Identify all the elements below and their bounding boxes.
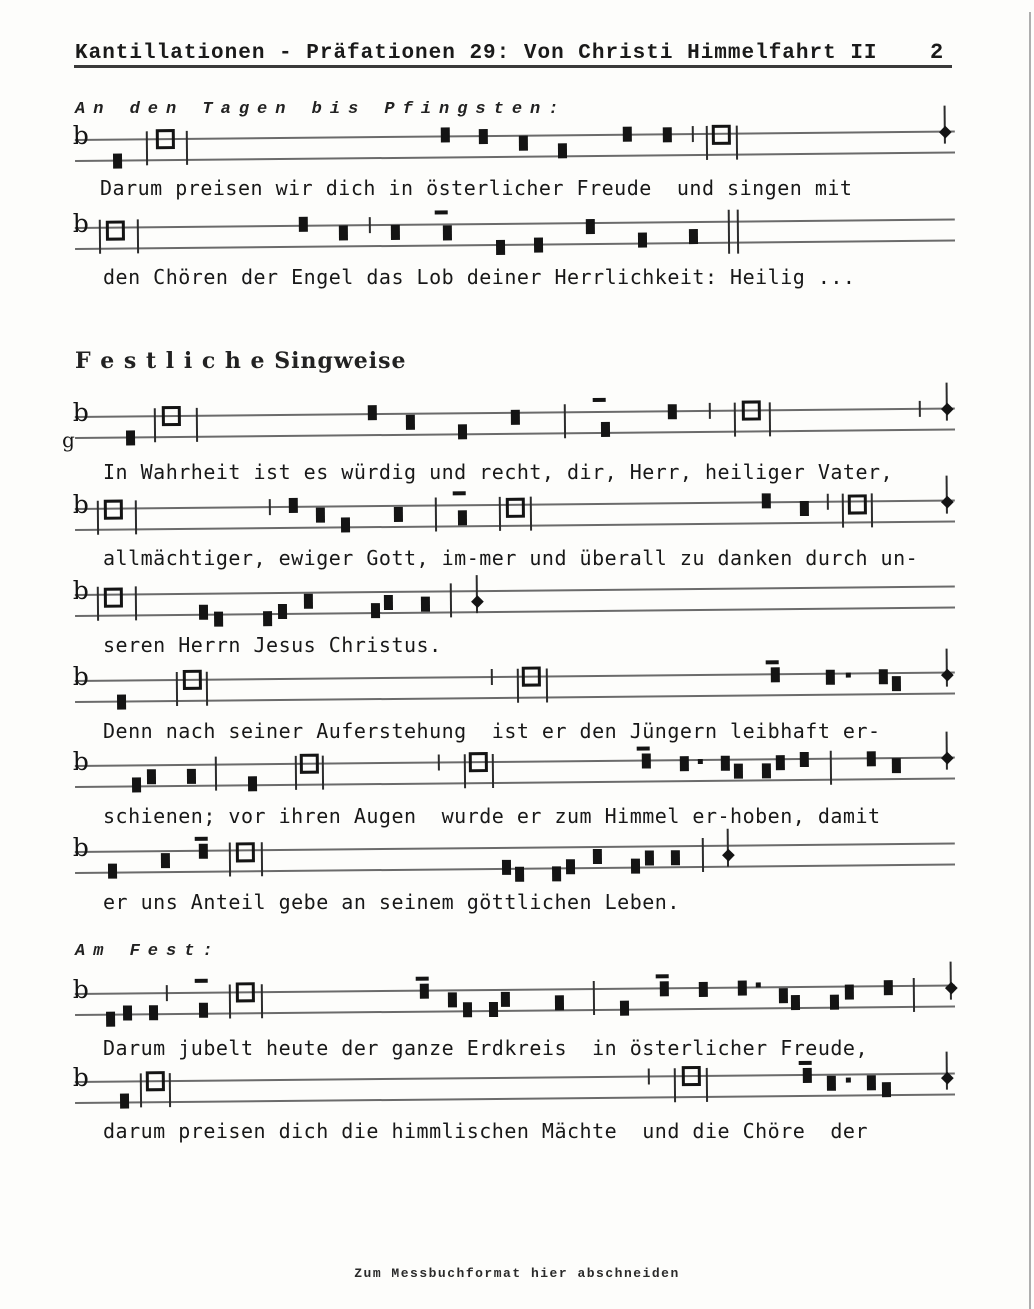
header-rule: [74, 65, 952, 68]
staff-line-top: [75, 985, 955, 995]
staff-line-bottom: [75, 521, 955, 531]
barline: [913, 978, 915, 1012]
barline: [564, 404, 566, 438]
episema-dash: [415, 977, 428, 981]
neume-note: [733, 763, 742, 778]
neume-note: [829, 994, 838, 1009]
barline: [229, 843, 231, 877]
staff-line-top: [75, 131, 955, 141]
neume-note: [122, 1005, 131, 1020]
neume-note: [662, 127, 671, 142]
neume-note: [405, 414, 414, 429]
neume-note: [637, 232, 646, 247]
quarter-barline-tick: [692, 126, 694, 142]
neume-note: [457, 510, 466, 525]
augmentation-dot: [845, 672, 850, 677]
neume-note: [288, 497, 297, 512]
neume-note: [186, 768, 195, 783]
scan-edge-artifact: [1029, 12, 1031, 1309]
recitation-note-box: [299, 754, 318, 774]
neume-note: [277, 603, 286, 618]
neume-note: [881, 1082, 890, 1097]
neume-note: [383, 594, 392, 609]
staff-7: [72, 746, 955, 810]
barline: [499, 497, 501, 531]
barline: [322, 756, 324, 790]
neume-note: [518, 135, 527, 150]
quarter-barline-tick: [709, 403, 711, 419]
augmentation-dot: [845, 1077, 850, 1082]
staff-line-top: [75, 1073, 955, 1083]
custos-diamond: [722, 848, 735, 861]
flat-sign: b: [72, 974, 89, 1005]
neume-note: [775, 755, 784, 770]
page-title: Kantillationen - Präfationen 29: Von Christi Himmelfahrt II: [75, 42, 878, 65]
lyric-line-5: seren Herrn Jesus Christus.: [103, 633, 442, 657]
quarter-barline-tick: [269, 499, 271, 515]
barline: [97, 587, 99, 621]
neume-note: [303, 593, 312, 608]
staff-line-bottom: [75, 240, 955, 250]
staff-line-top: [75, 219, 955, 229]
quarter-barline-tick: [166, 985, 168, 1001]
neume-note: [641, 753, 650, 768]
neume-note: [420, 596, 429, 611]
neume-note: [515, 866, 524, 881]
flat-sign: b: [72, 120, 89, 151]
neume-note: [107, 863, 116, 878]
flat-sign: b: [72, 397, 89, 428]
barline: [186, 131, 188, 165]
barline: [146, 131, 148, 165]
neume-note: [131, 777, 140, 792]
episema-dash: [592, 398, 605, 402]
flat-sign: b: [72, 1062, 89, 1093]
neume-note: [462, 1002, 471, 1017]
barline: [140, 1073, 142, 1107]
neume-note: [495, 239, 504, 254]
neume-note: [367, 405, 376, 420]
barline: [450, 583, 452, 617]
neume-note: [552, 866, 561, 881]
quarter-barline-tick: [919, 401, 921, 417]
staff-line-bottom: [75, 152, 955, 162]
neume-note: [600, 421, 609, 436]
flat-sign: b: [72, 661, 89, 692]
barline: [135, 500, 137, 534]
neume-note: [500, 991, 509, 1006]
recitation-note-box: [468, 752, 487, 772]
episema-dash: [636, 746, 649, 750]
staff-line-bottom: [75, 778, 955, 788]
staff-9: [72, 974, 955, 1038]
neume-note: [198, 1002, 207, 1017]
barline: [736, 126, 738, 160]
barline: [769, 402, 771, 436]
barline: [706, 1068, 708, 1102]
neume-note: [565, 859, 574, 874]
neume-note: [622, 126, 631, 141]
episema-dash: [194, 837, 207, 841]
recitation-note-box: [681, 1066, 700, 1086]
neume-note: [891, 676, 900, 691]
barline: [135, 586, 137, 620]
recitation-note-box: [235, 842, 254, 862]
neume-note: [866, 1075, 875, 1090]
staff-6: [72, 661, 955, 725]
page-number: 2: [930, 40, 944, 65]
staff-line-bottom: [75, 429, 955, 439]
lyric-line-9: Darum jubelt heute der ganze Erdkreis in österlicher Freude,: [103, 1036, 869, 1060]
episema-dash: [798, 1061, 811, 1065]
neume-note: [799, 751, 808, 766]
neume-note: [457, 424, 466, 439]
neume-note: [630, 858, 639, 873]
custos-diamond: [940, 402, 953, 415]
custos-diamond: [940, 495, 953, 508]
staff-8: [72, 832, 955, 896]
neume-note: [440, 127, 449, 142]
neume-note: [447, 992, 456, 1007]
neume-note: [298, 216, 307, 231]
recitation-note-box: [103, 500, 122, 520]
barline: [229, 985, 231, 1019]
neume-note: [338, 225, 347, 240]
neume-note: [698, 981, 707, 996]
flat-sign: b: [72, 489, 89, 520]
section-label-3: Am Fest:: [75, 942, 221, 961]
episema-dash: [194, 979, 207, 983]
neume-note: [679, 756, 688, 771]
barline: [295, 756, 297, 790]
barline: [830, 751, 832, 785]
neume-note: [533, 237, 542, 252]
custos-diamond: [940, 668, 953, 681]
episema-dash: [655, 974, 668, 978]
barline: [734, 403, 736, 437]
augmentation-dot: [697, 758, 702, 763]
recitation-note-box: [155, 129, 174, 149]
barline: [546, 668, 548, 702]
barline: [261, 842, 263, 876]
section-label-2: F e s t l i c h e Singweise: [75, 348, 407, 374]
neume-note: [119, 1093, 128, 1108]
neume-note: [214, 611, 223, 626]
barline: [137, 219, 139, 253]
double-barline: [728, 210, 739, 254]
neume-note: [510, 409, 519, 424]
neume-note: [585, 219, 594, 234]
barline: [261, 984, 263, 1018]
neume-note: [247, 776, 256, 791]
neume-note: [844, 984, 853, 999]
section-label-1: An den Tagen bis Pfingsten:: [75, 100, 567, 119]
neume-note: [799, 500, 808, 515]
recitation-note-box: [741, 400, 760, 420]
staff-10: [72, 1062, 955, 1126]
neume-note: [778, 988, 787, 1003]
neume-note: [112, 153, 121, 168]
episema-dash: [765, 660, 778, 664]
neume-note: [501, 859, 510, 874]
recitation-note-box: [182, 670, 201, 690]
neume-note: [720, 755, 729, 770]
lyric-line-3: In Wahrheit ist es würdig und recht, dir, Herr, heiliger Vater,: [103, 460, 894, 484]
staff-line-bottom: [75, 1094, 955, 1104]
lyric-line-8: er uns Anteil gebe an seinem göttlichen Leben.: [103, 890, 680, 914]
barline: [215, 757, 217, 791]
neume-note: [263, 611, 272, 626]
flat-sign: b: [72, 746, 89, 777]
barline: [871, 493, 873, 527]
neume-note: [488, 1001, 497, 1016]
neume-note: [619, 1000, 628, 1015]
recitation-note-box: [521, 667, 540, 687]
neume-note: [802, 1067, 811, 1082]
flat-sign: b: [72, 575, 89, 606]
neume-note: [737, 980, 746, 995]
flat-sign: b: [72, 208, 89, 239]
neume-note: [116, 694, 125, 709]
neume-note: [393, 506, 402, 521]
barline: [530, 497, 532, 531]
recitation-note-box: [711, 125, 730, 145]
neume-note: [390, 224, 399, 239]
barline: [517, 669, 519, 703]
clef-letter-g: g: [61, 428, 75, 453]
episema-dash: [452, 491, 465, 495]
neume-note: [340, 517, 349, 532]
custos-diamond: [944, 981, 957, 994]
episema-dash: [434, 210, 447, 214]
neume-note: [866, 751, 875, 766]
lyric-line-1: Darum preisen wir dich in österlicher Freude und singen mit: [100, 176, 853, 200]
barline: [206, 672, 208, 706]
barline: [464, 754, 466, 788]
barline: [196, 408, 198, 442]
barline: [176, 672, 178, 706]
neume-note: [106, 1011, 115, 1026]
neume-note: [557, 143, 566, 158]
quarter-barline-tick: [648, 1068, 650, 1084]
neume-note: [825, 669, 834, 684]
barline: [435, 498, 437, 532]
recitation-note-box: [103, 588, 122, 608]
barline: [154, 408, 156, 442]
neume-note: [146, 769, 155, 784]
neume-note: [315, 507, 324, 522]
recitation-note-box: [847, 494, 866, 514]
barline: [593, 981, 595, 1015]
barline: [97, 501, 99, 535]
neume-note: [891, 758, 900, 773]
barline: [99, 220, 101, 254]
neume-note: [790, 995, 799, 1010]
neume-note: [644, 850, 653, 865]
neume-note: [554, 995, 563, 1010]
neume-note: [478, 129, 487, 144]
quarter-barline-tick: [491, 669, 493, 685]
recitation-note-box: [105, 221, 124, 241]
barline: [169, 1073, 171, 1107]
lyric-line-4: allmächtiger, ewiger Gott, im-mer und überall zu danken durch un-: [103, 546, 919, 570]
staff-1: [72, 120, 955, 184]
flat-sign: b: [72, 832, 89, 863]
neume-note: [442, 225, 451, 240]
staff-3: [61, 397, 955, 461]
neume-note: [761, 763, 770, 778]
neume-note: [826, 1075, 835, 1090]
neume-note: [883, 980, 892, 995]
quarter-barline-tick: [827, 494, 829, 510]
neume-note: [198, 604, 207, 619]
recitation-note-box: [505, 498, 524, 518]
custos-diamond: [938, 125, 951, 138]
recitation-note-box: [161, 406, 180, 426]
barline: [702, 838, 704, 872]
recitation-note-box: [235, 982, 254, 1002]
neume-note: [770, 667, 779, 682]
staff-line-top: [75, 757, 955, 767]
quarter-barline-tick: [438, 754, 440, 770]
neume-note: [670, 850, 679, 865]
staff-4: [72, 489, 955, 553]
cut-instruction: Zum Messbuchformat hier abschneiden: [354, 1266, 680, 1281]
custos-diamond: [471, 595, 484, 608]
neume-note: [160, 853, 169, 868]
staff-5: [72, 575, 955, 639]
custos-diamond: [940, 751, 953, 764]
staff-2: [72, 208, 955, 272]
neume-note: [419, 983, 428, 998]
lyric-line-10: darum preisen dich die himmlischen Mächte und die Chöre der: [103, 1119, 869, 1143]
neume-note: [370, 603, 379, 618]
neume-note: [592, 848, 601, 863]
barline: [674, 1068, 676, 1102]
barline: [842, 494, 844, 528]
barline: [492, 754, 494, 788]
neume-note: [198, 843, 207, 858]
neume-note: [878, 669, 887, 684]
neume-note: [688, 229, 697, 244]
neume-note: [659, 981, 668, 996]
neume-note: [667, 404, 676, 419]
barline: [706, 126, 708, 160]
lyric-line-6: Denn nach seiner Auferstehung ist er den Jüngern leibhaft er-: [103, 719, 881, 743]
staff-line-top: [75, 586, 955, 596]
neume-note: [761, 493, 770, 508]
quarter-barline-tick: [369, 217, 371, 233]
lyric-line-7: schienen; vor ihren Augen wurde er zum Himmel er-hoben, damit: [103, 804, 881, 828]
recitation-note-box: [145, 1071, 164, 1091]
neume-note: [125, 430, 134, 445]
augmentation-dot: [755, 982, 760, 987]
lyric-line-2: den Chören der Engel das Lob deiner Herrlichkeit: Heilig ...: [103, 265, 856, 289]
neume-note: [148, 1005, 157, 1020]
